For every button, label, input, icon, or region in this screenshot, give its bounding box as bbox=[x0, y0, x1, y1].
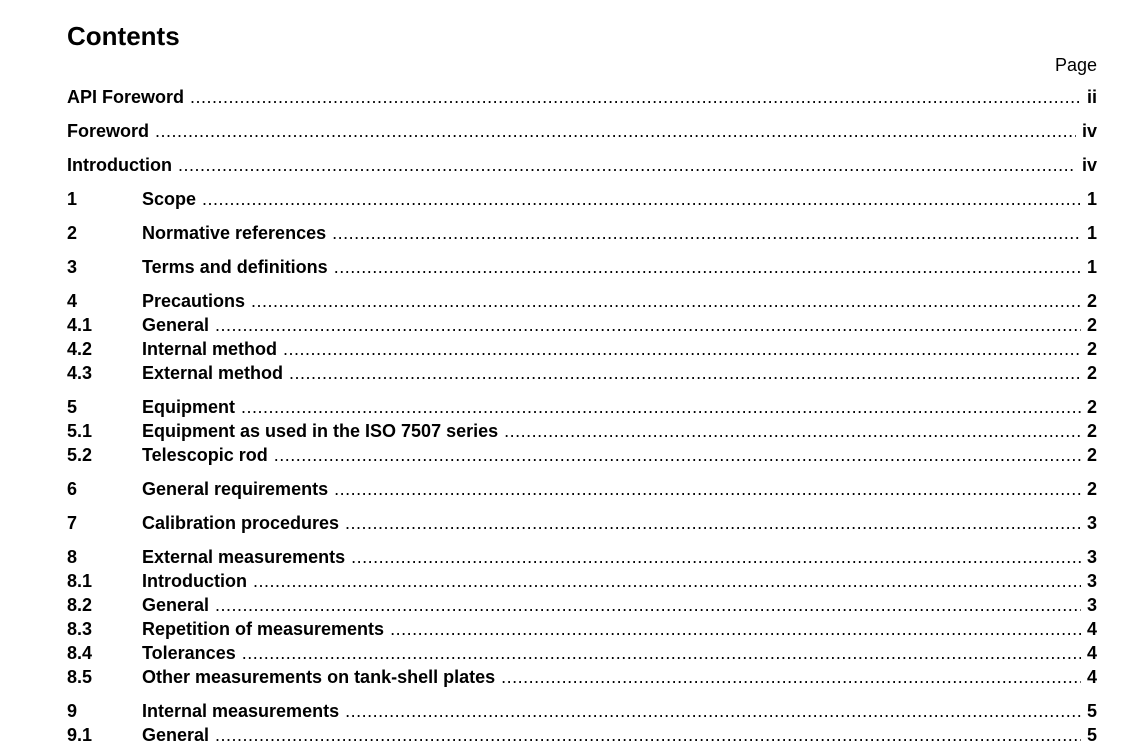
dot-leader bbox=[334, 255, 1081, 279]
toc-entry[interactable] bbox=[67, 641, 1097, 665]
toc-entry-title: Other measurements on tank-shell plates bbox=[142, 667, 496, 687]
toc-entry[interactable] bbox=[67, 119, 1097, 143]
toc-entry[interactable] bbox=[67, 85, 1097, 109]
toc-entry-title: Equipment bbox=[142, 397, 235, 417]
toc-entry[interactable] bbox=[67, 187, 1097, 211]
toc-entry-page: 3 bbox=[1086, 571, 1097, 591]
toc-entry-title: Introduction bbox=[142, 571, 247, 591]
dot-leader bbox=[253, 569, 1081, 593]
toc-entry-page: 2 bbox=[1086, 397, 1097, 417]
toc-entry[interactable] bbox=[67, 361, 1097, 385]
toc-entry-page: 3 bbox=[1086, 547, 1097, 567]
dot-leader bbox=[241, 395, 1081, 419]
toc-entry[interactable] bbox=[67, 337, 1097, 361]
toc-entry[interactable] bbox=[67, 443, 1097, 467]
toc-entry-number: 5 bbox=[67, 397, 78, 417]
toc-entry[interactable] bbox=[67, 511, 1097, 535]
dot-leader bbox=[504, 419, 1081, 443]
toc-entry[interactable] bbox=[67, 723, 1097, 747]
toc-entry-number: 4 bbox=[67, 291, 78, 311]
table-of-contents bbox=[67, 85, 1097, 747]
toc-entry-page: 5 bbox=[1086, 701, 1097, 721]
toc-entry[interactable] bbox=[67, 477, 1097, 501]
toc-entry-page: 2 bbox=[1086, 315, 1097, 335]
dot-leader bbox=[178, 153, 1076, 177]
toc-entry-title: External measurements bbox=[142, 547, 346, 567]
toc-entry-title: General bbox=[142, 595, 210, 615]
toc-entry-number: 9.1 bbox=[67, 725, 93, 745]
dot-leader bbox=[202, 187, 1081, 211]
dot-leader bbox=[390, 617, 1081, 641]
dot-leader bbox=[332, 221, 1081, 245]
toc-entry-number: 1 bbox=[67, 189, 78, 209]
dot-leader bbox=[242, 641, 1081, 665]
toc-entry[interactable] bbox=[67, 665, 1097, 689]
toc-entry-number: 8.2 bbox=[67, 595, 93, 615]
toc-entry[interactable] bbox=[67, 593, 1097, 617]
toc-entry-page: 2 bbox=[1086, 363, 1097, 383]
toc-entry-page: 2 bbox=[1086, 421, 1097, 441]
toc-entry-title: General bbox=[142, 315, 210, 335]
toc-entry-title: General requirements bbox=[142, 479, 329, 499]
toc-entry-title: Introduction bbox=[67, 155, 172, 175]
toc-entry-title: External method bbox=[142, 363, 284, 383]
toc-entry-page: 1 bbox=[1086, 189, 1097, 209]
toc-entry-page: 2 bbox=[1086, 339, 1097, 359]
dot-leader bbox=[501, 665, 1081, 689]
page-column-label: Page bbox=[1054, 55, 1097, 75]
toc-entry[interactable] bbox=[67, 419, 1097, 443]
dot-leader bbox=[190, 85, 1081, 109]
dot-leader bbox=[155, 119, 1076, 143]
toc-entry[interactable] bbox=[67, 545, 1097, 569]
dot-leader bbox=[351, 545, 1081, 569]
toc-entry-title: General bbox=[142, 725, 210, 745]
toc-entry-number: 4.3 bbox=[67, 363, 93, 383]
toc-entry-title: Internal method bbox=[142, 339, 278, 359]
toc-entry-number: 8.3 bbox=[67, 619, 93, 639]
toc-entry-page: 3 bbox=[1086, 595, 1097, 615]
toc-entry-page: 1 bbox=[1086, 257, 1097, 277]
toc-entry-number: 8 bbox=[67, 547, 78, 567]
contents-heading: Contents bbox=[67, 21, 180, 51]
toc-entry-number: 6 bbox=[67, 479, 78, 499]
toc-entry-page: iv bbox=[1081, 121, 1097, 141]
toc-entry-page: 2 bbox=[1086, 445, 1097, 465]
toc-entry-title: Terms and definitions bbox=[142, 257, 328, 277]
toc-entry-title: Normative references bbox=[142, 223, 327, 243]
toc-entry[interactable] bbox=[67, 153, 1097, 177]
toc-entry[interactable] bbox=[67, 395, 1097, 419]
toc-entry[interactable] bbox=[67, 289, 1097, 313]
toc-entry-title: Internal measurements bbox=[142, 701, 340, 721]
toc-entry-page: 3 bbox=[1086, 513, 1097, 533]
toc-entry[interactable] bbox=[67, 569, 1097, 593]
toc-entry-title: Equipment as used in the ISO 7507 series bbox=[142, 421, 499, 441]
toc-entry-number: 7 bbox=[67, 513, 78, 533]
toc-entry-title: Tolerances bbox=[142, 643, 236, 663]
dot-leader bbox=[283, 337, 1081, 361]
toc-entry-number: 9 bbox=[67, 701, 78, 721]
dot-leader bbox=[289, 361, 1081, 385]
dot-leader bbox=[345, 699, 1081, 723]
dot-leader bbox=[251, 289, 1081, 313]
toc-entry-title: Repetition of measurements bbox=[142, 619, 385, 639]
toc-entry-number: 4.2 bbox=[67, 339, 93, 359]
toc-entry-number: 8.5 bbox=[67, 667, 93, 687]
dot-leader bbox=[215, 723, 1081, 747]
toc-entry-number: 8.1 bbox=[67, 571, 93, 591]
toc-entry-number: 4.1 bbox=[67, 315, 93, 335]
toc-entry-page: 2 bbox=[1086, 291, 1097, 311]
dot-leader bbox=[334, 477, 1081, 501]
toc-entry-title: Calibration procedures bbox=[142, 513, 340, 533]
toc-entry-title: Foreword bbox=[67, 121, 150, 141]
toc-entry-number: 2 bbox=[67, 223, 78, 243]
toc-entry-page: 1 bbox=[1086, 223, 1097, 243]
toc-entry-number: 3 bbox=[67, 257, 78, 277]
toc-entry-page: ii bbox=[1086, 87, 1097, 107]
toc-entry[interactable] bbox=[67, 617, 1097, 641]
toc-entry[interactable] bbox=[67, 699, 1097, 723]
toc-entry-page: 4 bbox=[1086, 643, 1097, 663]
toc-entry-page: 4 bbox=[1086, 667, 1097, 687]
dot-leader bbox=[274, 443, 1081, 467]
toc-entry[interactable] bbox=[67, 221, 1097, 245]
toc-entry-page: 4 bbox=[1086, 619, 1097, 639]
toc-entry-number: 8.4 bbox=[67, 643, 93, 663]
dot-leader bbox=[345, 511, 1081, 535]
toc-entry-title: Precautions bbox=[142, 291, 246, 311]
toc-entry-title: Scope bbox=[142, 189, 197, 209]
toc-entry-page: 2 bbox=[1086, 479, 1097, 499]
toc-entry-number: 5.1 bbox=[67, 421, 93, 441]
toc-entry-number: 5.2 bbox=[67, 445, 93, 465]
dot-leader bbox=[215, 313, 1081, 337]
toc-entry[interactable] bbox=[67, 255, 1097, 279]
dot-leader bbox=[215, 593, 1081, 617]
toc-entry-title: API Foreword bbox=[67, 87, 185, 107]
toc-entry-page: 5 bbox=[1086, 725, 1097, 745]
toc-entry-page: iv bbox=[1081, 155, 1097, 175]
toc-entry-title: Telescopic rod bbox=[142, 445, 268, 465]
toc-entry[interactable] bbox=[67, 313, 1097, 337]
